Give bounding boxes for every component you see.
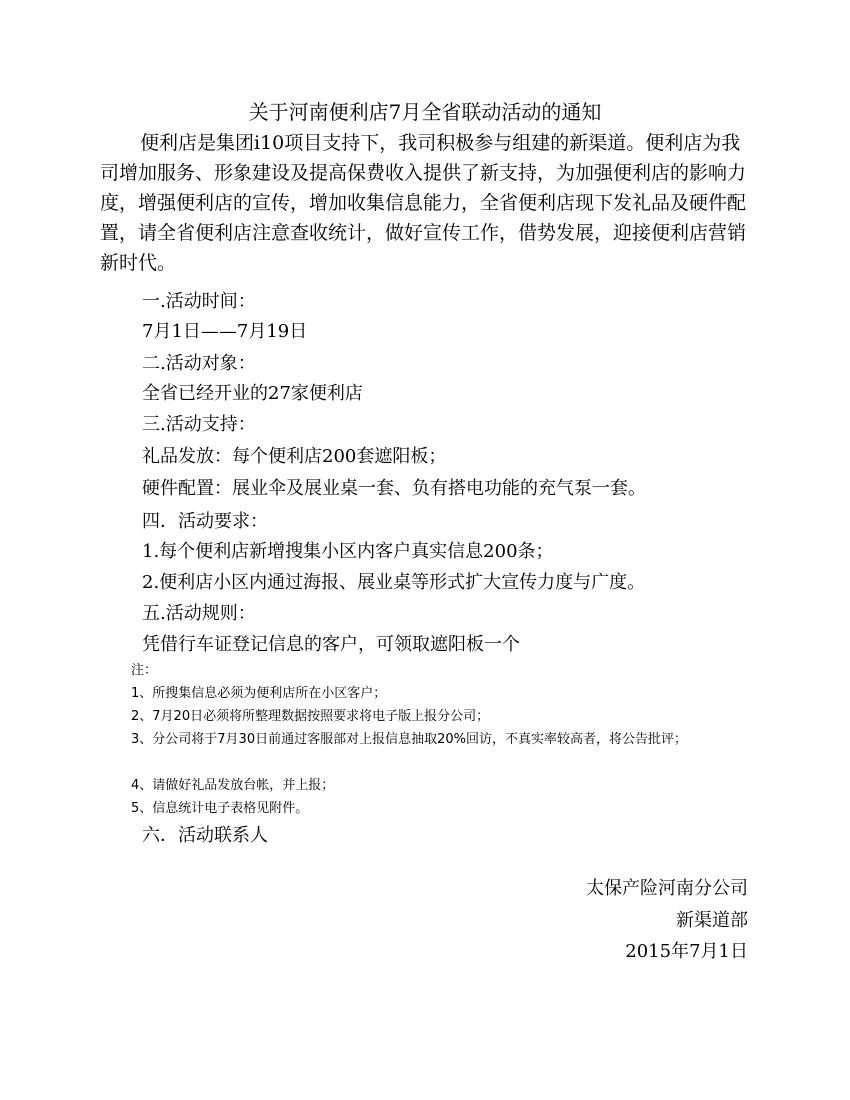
page-title: 关于河南便利店7月全省联动活动的通知 — [248, 100, 602, 124]
target-value: 全省已经开业的27家便利店 — [142, 383, 363, 404]
notes-label: 注： — [131, 663, 158, 678]
note-item: 2、7月20日必须将所整理数据按照要求将电子版上报分公司； — [131, 709, 490, 724]
signature-date: 2015年7月1日 — [625, 941, 748, 962]
support-hardware: 硬件配置：展业伞及展业桌一套、负有搭电功能的充气泵一套。 — [142, 478, 646, 499]
requirement-1: 1.每个便利店新增搜集小区内客户真实信息200条； — [142, 541, 554, 562]
support-heading: 三.活动支持： — [142, 414, 256, 435]
note-item: 4、请做好礼品发放台帐，并上报； — [131, 778, 335, 793]
requirement-2: 2.便利店小区内通过海报、展业桌等形式扩大宣传力度与广度。 — [142, 572, 646, 593]
signature-company: 太保产险河南分公司 — [586, 878, 748, 899]
target-heading: 二.活动对象： — [142, 353, 256, 374]
rules-heading: 五.活动规则： — [142, 603, 256, 624]
time-heading: 一.活动时间： — [142, 291, 256, 312]
requirements-heading: 四．活动要求： — [142, 511, 268, 532]
intro-text: 便利店是集团i10项目支持下，我司积极参与组建的新渠道。便利店为我司增加服务、形象建设及提高保费收入提供了新支持，为加强便利店的影响力度，增强便利店的宣传，增加收集信息能力，全省便利店现下发礼品及硬件配置，请全省便利店注意查收统计，做好宣传工作，借势发展，迎接便利店营销新时代。 — [100, 132, 747, 274]
note-item: 3、分公司将于7月30日前通过客服部对上报信息抽取20%回访，不真实率较高者，将公告批评； — [131, 732, 687, 747]
signature-department: 新渠道部 — [676, 910, 748, 931]
time-value: 7月1日——7月19日 — [142, 321, 308, 342]
support-gift: 礼品发放：每个便利店200套遮阳板； — [142, 446, 447, 467]
intro-paragraph — [100, 128, 752, 278]
note-item: 5、信息统计电子表格见附件。 — [131, 801, 309, 816]
contact-heading: 六．活动联系人 — [142, 825, 268, 846]
rules-value: 凭借行车证登记信息的客户，可领取遮阳板一个 — [142, 634, 520, 655]
note-item: 1、所搜集信息必须为便利店所在小区客户； — [131, 686, 387, 701]
